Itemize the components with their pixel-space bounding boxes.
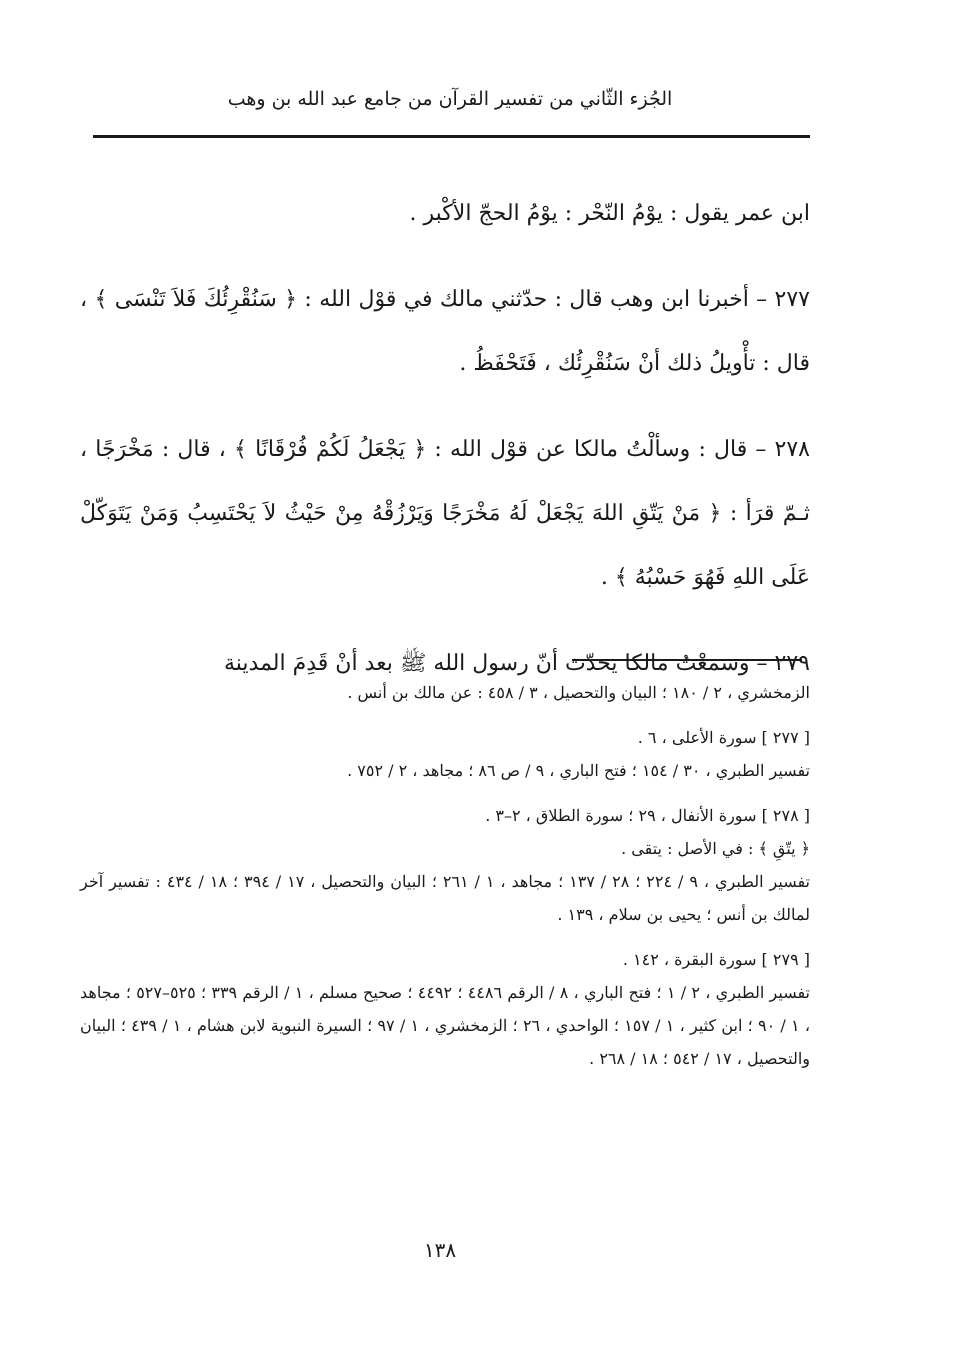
footnote-line: ﴿ يتّقِ ﴾ : في الأصل : يتقى . [621,839,810,858]
paragraph-277: ٢٧٧ – أخبرنا ابن وهب قال : حدّثني مالك في قوْل الله : ﴿ سَنُقْرِئُكَ فَلاَ تَنْسَى ﴾ ، قال : تأْويلُ ذلك أنْ سَنُقْرِئُك ، فَتَحْفَظُ . [80,287,810,376]
header-divider [93,135,810,138]
footnote-line: [ ٢٧٩ ] سورة البقرة ، ١٤٢ . [622,950,810,969]
footnote-line: [ ٢٧٨ ] سورة الأنفال ، ٢٩ ؛ سورة الطلاق ، ٢–٣ . [485,806,810,825]
footnote-line: تفسير الطبري ، ٢ / ١ ؛ فتح الباري ، ٨ / الرقم ٤٤٨٦ ؛ ٤٤٩٢ ؛ صحيح مسلم ، ١ / الرقم ٣٣٩ ؛ ٥٢٥–٥٢٧ ؛ مجاهد ، ١ / ٩٠ ؛ ابن كثير ، ١ / ١٥٧ ؛ الواحدي ، ٢٦ ؛ الزمخشري ، ١ / ٩٧ ؛ السيرة النبوية لابن هشام ، ١ / ٤٣٩ ؛ البيان والتحصيل ، ١٧ / ٥٤٢ ؛ ١٨ / ٢٦٨ . [80,983,811,1068]
footnote-line: الزمخشري ، ٢ / ١٨٠ ؛ البيان والتحصيل ، ٣ / ٤٥٨ : عن مالك بن أنس . [347,683,810,702]
page-number: ١٣٨ [423,1238,457,1262]
footnote-line: [ ٢٧٧ ] سورة الأعلى ، ٦ . [637,728,810,747]
footnotes [80,676,810,1075]
footnote-line: تفسير الطبري ، ٣٠ / ١٥٤ ؛ فتح الباري ، ٩ / ص ٨٦ ؛ مجاهد ، ٢ / ٧٥٢ . [347,761,810,780]
paragraph-continuation: ابن عمر يقول : يوْمُ النّحْر : يوْمُ الحجّ الأكْبر . [409,201,810,226]
footnote-divider [572,659,802,661]
running-header: الجُزء الثّاني من تفسير القرآن من جامع عبد الله بن وهب [227,88,673,110]
paragraph-279: ٢٧٩ – وسمعْتُ مالكا يحدّث أنّ رسول الله ﷺ بعد أنْ قَدِمَ المدينة [223,651,810,676]
paragraph-278: ٢٧٨ – قال : وسألْتُ مالكا عن قوْل الله : ﴿ يَجْعَلُ لَكُمْ فُرْقَانًا ﴾ ، قال : مَخْرَجًا ، ثـمّ قرَأ : ﴿ مَنْ يَتّقِ اللهَ يَجْعَلْ لَهُ مَخْرَجًا وَيَرْزُقْهُ مِنْ حَيْثُ لاَ يَحْتَسِبُ وَمَنْ يَتَوَكّلْ عَلَى اللهِ فَهُوَ حَسْبُهُ ﴾ . [80,437,810,590]
main-text [80,182,810,718]
footnote-line: تفسير الطبري ، ٩ / ٢٢٤ ؛ ٢٨ / ١٣٧ ؛ مجاهد ، ١ / ٢٦١ ؛ البيان والتحصيل ، ١٧ / ٣٩٤ ؛ ١٨ / ٤٣٤ : تفسير آخر لمالك بن أنس ؛ يحيى بن سلام ، ١٣٩ . [80,872,811,924]
